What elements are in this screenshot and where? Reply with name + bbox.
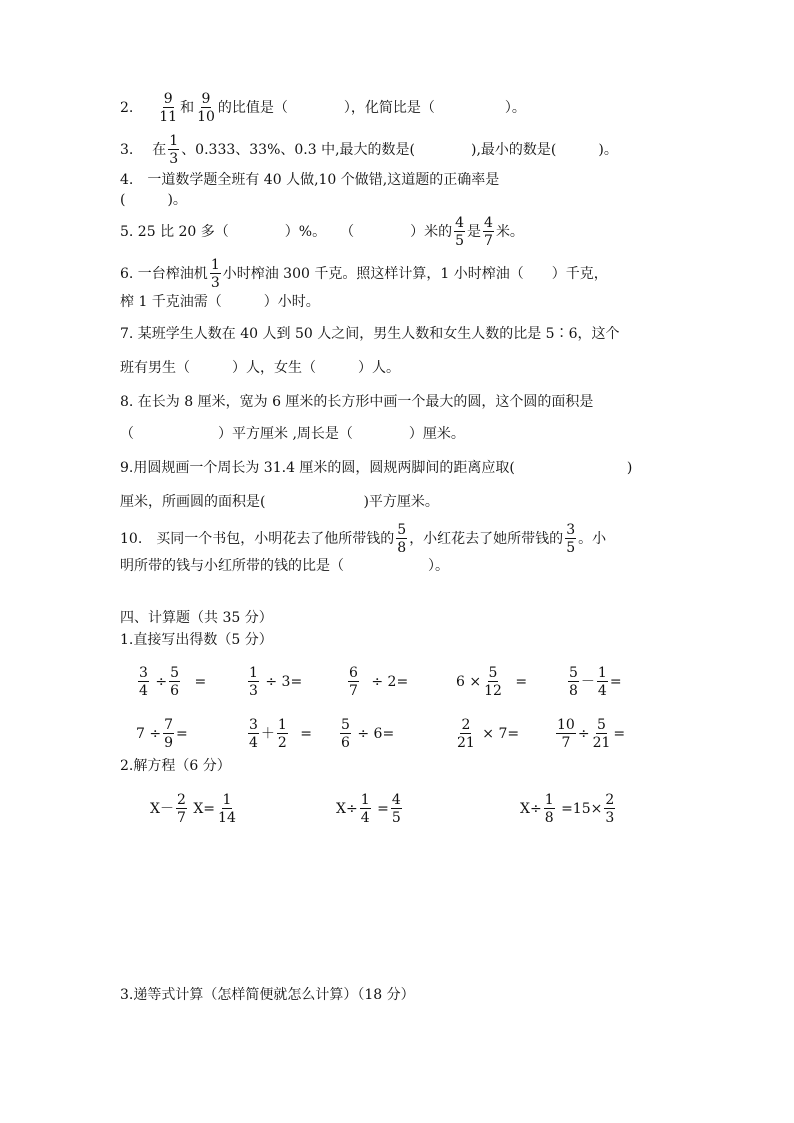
question-10-line-1 [120,523,606,555]
fraction: $\frac{9}{11}$ [159,91,178,125]
question-number: 2. [120,100,134,116]
calc-g: $\frac{3}{4}$ ＋ $\frac{1}{2}$ = [249,717,313,751]
question-8-line-1: 8. 在长为 8 厘米，宽为 6 厘米的长方形中画一个最大的圆，这个圆的面积是 [120,394,594,410]
text: 和 [180,100,195,116]
calc-f: 7 ÷ $\frac{7}{9}$ = [136,717,188,751]
section-4-sub-1: 1.直接写出得数（5 分） [120,632,273,648]
fraction: $\frac{9}{10}$ [197,91,215,125]
question-4-line-1: 4. 一道数学题全班有 40 人做,10 个做错,这道题的正确率是 [120,172,500,188]
question-7-line-2: 班有男生（ ）人，女生（ ）人。 [120,360,400,376]
calc-c: $\frac{6}{7}$ ÷ 2= [349,665,409,699]
section-4-sub-3: 3.递等式计算（怎样简便就怎么计算）（18 分） [120,987,415,1003]
text: 10. 买同一个书包，小明花去了他所带钱的 [120,531,395,547]
question-10-line-2: 明所带的钱与小红所带的钱的比是（ ）。 [120,558,449,574]
fraction: $\frac{3}{5}$ [566,522,576,556]
text: 、0.333、33%、0.3 中,最大的数是( ),最小的数是( )。 [181,142,618,158]
fraction: $\frac{5}{8}$ [397,522,407,556]
section-4-sub-2: 2.解方程（6 分） [120,758,231,774]
question-6-line-2: 榨 1 千克油需（ ）小时。 [120,294,320,310]
equation-1: X－ $\frac{2}{7}$ X= $\frac{1}{14}$ [150,792,236,826]
question-9-line-1: 9.用圆规画一个周长为 31.4 厘米的圆，圆规两脚间的距离应取( ) [120,460,633,476]
fraction: $\frac{4}{7}$ [484,215,493,249]
calc-e: $\frac{5}{8}$ － $\frac{1}{4}$ = [569,665,622,699]
text: 小时榨油 300 千克。照这样计算，1 小时榨油（ ）千克， [222,266,608,282]
section-4-title: 四、计算题（共 35 分） [120,610,273,626]
fraction: $\frac{1}{3}$ [210,257,220,291]
text: ，小红花去了她所带钱的 [409,531,564,547]
text: 6. 一台榨油机 [120,266,208,282]
text: 米。 [495,224,524,240]
equation-3: X÷ $\frac{1}{8}$ =15× $\frac{2}{3}$ [520,792,615,826]
calc-j: $\frac{10}{7}$ ÷ $\frac{5}{21}$ = [557,717,626,751]
question-9-line-2: 厘米，所画圆的面积是( )平方厘米。 [120,494,439,510]
question-5 [120,216,524,248]
calc-d: 6 × $\frac{5}{12}$ = [456,665,528,699]
text: 在 [152,142,167,158]
equation-2: X÷ $\frac{1}{4}$ = $\frac{4}{5}$ [336,792,401,826]
fraction: $\frac{1}{3}$ [169,133,179,167]
question-8-line-2: （ ）平方厘米 ,周长是（ ）厘米。 [120,426,465,442]
question-number: 3. [120,142,134,158]
text: 的比值是（ ），化简比是（ ）。 [217,100,526,116]
calc-i: $\frac{2}{21}$ × 7= [457,717,520,751]
fraction: $\frac{4}{5}$ [455,215,465,249]
calc-h: $\frac{5}{6}$ ÷ 6= [341,717,395,751]
question-7-line-1: 7. 某班学生人数在 40 人到 50 人之间，男生人数和女生人数的比是 5∶6，这个 [120,326,620,342]
question-6-line-1 [120,258,608,290]
question-2 [120,92,526,124]
text: 是 [467,224,482,240]
calc-a: $\frac{3}{4}$ ÷ $\frac{5}{6}$ = [139,665,207,699]
calc-b: $\frac{1}{3}$ ÷ 3= [249,665,303,699]
text: 5. 25 比 20 多（ ）%。 （ ）米的 [120,224,453,240]
question-4-line-2: ( )。 [120,192,187,208]
text: 。小 [578,531,607,547]
question-3 [120,134,618,166]
